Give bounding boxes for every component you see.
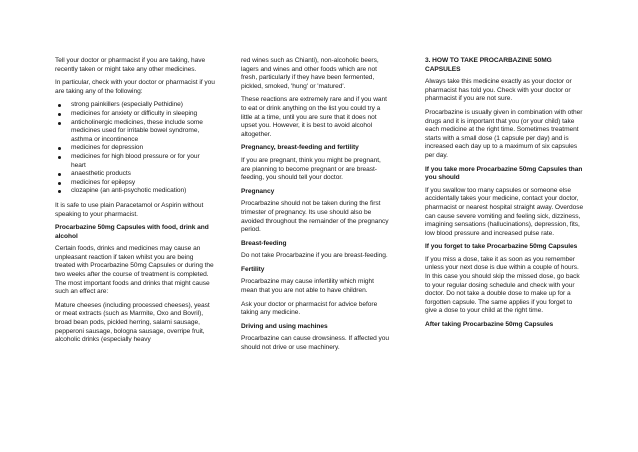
paragraph: Always take this medicine exactly as your doctor or pharmacist has told you. Check with your doctor or pharmacist if you are not sure.: [425, 78, 572, 103]
list-item: medicines for anxiety or difficulty in sleeping: [55, 110, 215, 119]
section-heading: After taking Procarbazine 50mg Capsules: [425, 321, 554, 329]
section-heading: If you take more Procarbazine 50mg Capsules than you should: [425, 165, 583, 182]
paragraph: Tell your doctor or pharmacist if you are taking, have recently taken or might take any other medicines.: [55, 57, 206, 73]
column-middle: [241, 57, 391, 358]
list-item: clozapine (an anti-psychotic medication): [55, 187, 215, 196]
section-heading: Breast-feeding: [241, 239, 287, 247]
paragraph: Procarbazine may cause infertility which might mean that you are not able to have children.: [241, 278, 374, 295]
paragraph: If you miss a dose, take it as soon as you remember unless your next dose is due within a couple of hours. In this case you should skip the missed dose, go back to your regular dosing schedule and check with your doctor. Do not take a double dose to make up for a forgotten capsule. The same applies if you forget to give a dose to your child at the right time.: [425, 255, 580, 315]
paragraph: If you are pregnant, think you might be pregnant, are planning to become pregnant or are breast-feeding, you should tell your doctor.: [241, 156, 381, 182]
paragraph: It is safe to use plain Paracetamol or Aspirin without speaking to your pharmacist.: [55, 201, 204, 218]
paragraph: These reactions are extremely rare and if you want to eat or drink anything on the list you could try a little at a time, until you are sure that it does not upset you. However, it is best to avoid alcohol altogether.: [241, 96, 387, 138]
list-item: medicines for depression: [55, 144, 215, 153]
section-heading: Pregnancy: [241, 187, 275, 195]
list-item: strong painkillers (especially Pethidine): [55, 101, 215, 110]
paragraph: Mature cheeses (including processed cheeses), yeast or meat extracts (such as Marmite, Oxo and Bovril), broad bean pods, pickled herring, salami sausage, pepperoni sausage, bologna sausage, overripe fruit, alcoholic drinks (especially heavy: [55, 301, 210, 344]
section-title: 3. HOW TO TAKE PROCARBAZINE 50MG CAPSULES: [425, 57, 552, 73]
paragraph: Procarbazine can cause drowsiness. If affected you should not drive or use machinery.: [241, 335, 390, 352]
list-item: medicines for epilepsy: [55, 179, 215, 188]
list-item: anaesthetic products: [55, 170, 215, 179]
paragraph: Procarbazine is usually given in combination with other drugs and it is important that you (or your child) take each medicine at the right time. Sometimes treatment starts with a small dose (1 capsule per day) and is increased each day up to a maximum of six capsules per day.: [425, 108, 583, 159]
section-heading: Driving and using machines: [241, 322, 328, 330]
column-right: [425, 57, 585, 334]
paragraph: Certain foods, drinks and medicines may cause an unpleasant reaction if taken whilst you are being treated with Procarbazine 50mg Capsules or during the two weeks after the course of treatment is completed. The most important foods and drinks that might cause such an effect are:: [55, 245, 214, 296]
paragraph: Ask your doctor or pharmacist for advice before taking any medicine.: [241, 300, 378, 317]
paragraph: In particular, check with your doctor or pharmacist if you are taking any of the following:: [55, 79, 215, 95]
paragraph: Do not take Procarbazine if you are breast-feeding.: [241, 252, 388, 260]
paragraph: Procarbazine should not be taken during the first trimester of pregnancy. Its use should also be avoided throughout the remainder of the pregnancy period.: [241, 200, 389, 234]
list-item: medicines for high blood pressure or for your heart: [55, 153, 215, 170]
column-left: [55, 57, 215, 350]
paragraph: red wines such as Chianti), non-alcoholic beers, lagers and wines and other foods which are not fresh, particularly if they have been fermented, pickled, smoked, 'hung' or 'matured'.: [241, 57, 379, 90]
medicine-list: [55, 101, 215, 196]
section-heading: Procarbazine 50mg Capsules with food, drink and alcohol: [55, 224, 209, 240]
paragraph: If you swallow too many capsules or someone else accidentally takes your medicine, contact your doctor, pharmacist or nearest hospital straight away. Overdose can cause severe vomiting and feeling sick, dizziness, imagining sensations (hallucinations), depression, fits, low blood pressure and increased pulse rate.: [425, 186, 584, 237]
section-heading: If you forget to take Procarbazine 50mg Capsules: [425, 243, 578, 251]
list-item: anticholinergic medicines, these include some medicines used for irritable bowel syndrome, asthma or incontinence: [55, 119, 215, 145]
section-heading: Fertility: [241, 265, 265, 273]
section-heading: Pregnancy, breast-feeding and fertility: [241, 144, 359, 152]
